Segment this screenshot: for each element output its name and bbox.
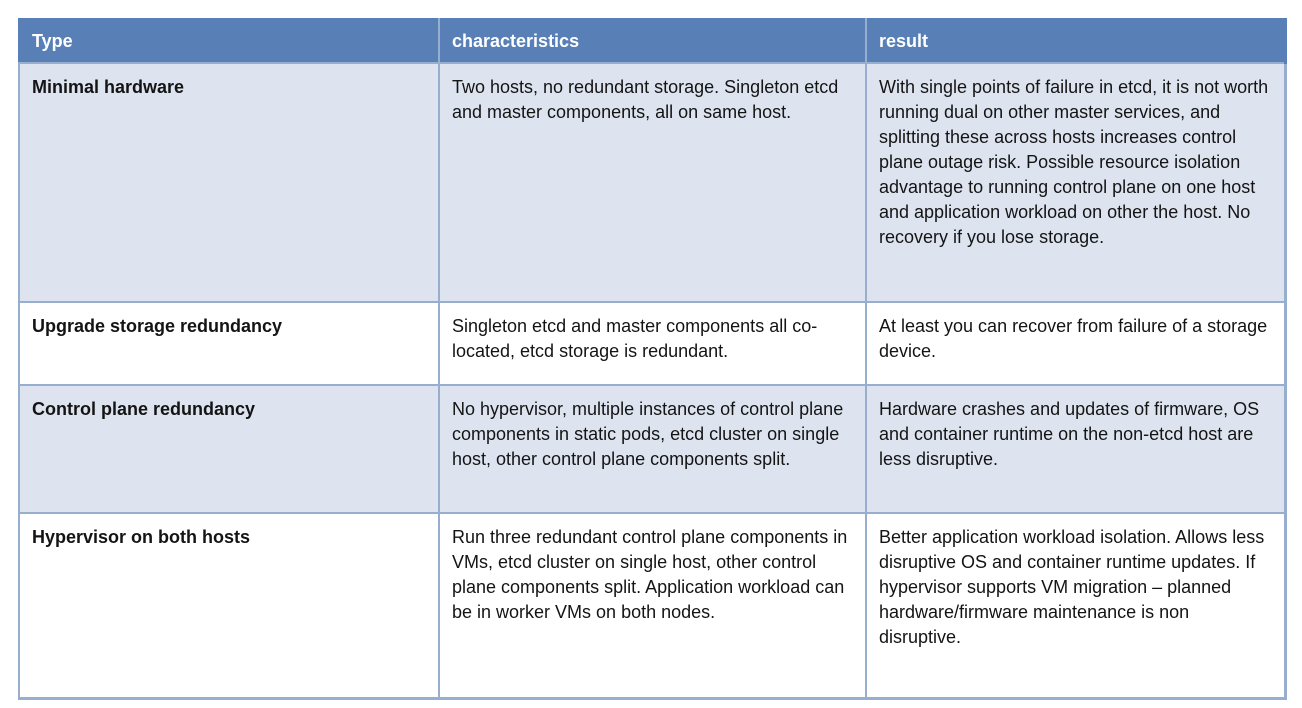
column-header-characteristics: characteristics: [439, 19, 866, 63]
table-row-minimal-hardware: [19, 63, 1285, 302]
cell-result: Hardware crashes and updates of firmware, OS and container runtime on the non-etcd host are less disruptive.: [866, 385, 1285, 513]
cell-type: Control plane redundancy: [19, 385, 439, 513]
column-header-type: Type: [19, 19, 439, 63]
column-header-result: result: [866, 19, 1285, 63]
cell-result: With single points of failure in etcd, it is not worth running dual on other master services, and splitting these across hosts increases control plane outage risk. Possible resource isolation advantage to running control plane on one host and application workload on other the host. No recovery if you lose storage.: [866, 63, 1285, 302]
cell-type: Upgrade storage redundancy: [19, 302, 439, 385]
cell-result: Better application workload isolation. Allows less disruptive OS and container runtime updates. If hypervisor supports VM migration – planned hardware/firmware maintenance is non disruptive.: [866, 513, 1285, 698]
cell-characteristics: Run three redundant control plane components in VMs, etcd cluster on single host, other control plane components split. Application workload can be in worker VMs on both nodes.: [439, 513, 866, 698]
table-header-row: [19, 19, 1285, 63]
cell-characteristics: No hypervisor, multiple instances of control plane components in static pods, etcd cluster on single host, other control plane components split.: [439, 385, 866, 513]
table-row-hypervisor-on-both-hosts: [19, 513, 1285, 698]
cell-type: Minimal hardware: [19, 63, 439, 302]
cell-characteristics: Singleton etcd and master components all co-located, etcd storage is redundant.: [439, 302, 866, 385]
cell-characteristics: Two hosts, no redundant storage. Singleton etcd and master components, all on same host.: [439, 63, 866, 302]
table-row-control-plane-redundancy: [19, 385, 1285, 513]
cell-type: Hypervisor on both hosts: [19, 513, 439, 698]
table-row-upgrade-storage-redundancy: [19, 302, 1285, 385]
cell-result: At least you can recover from failure of a storage device.: [866, 302, 1285, 385]
cluster-options-table: [18, 18, 1287, 700]
